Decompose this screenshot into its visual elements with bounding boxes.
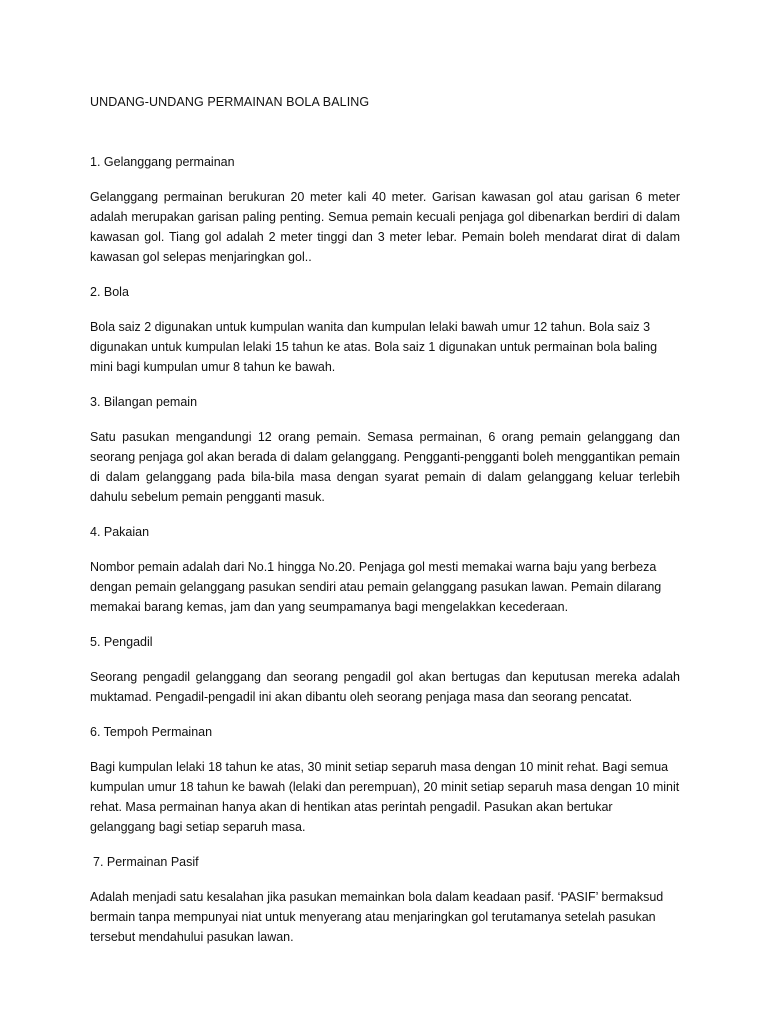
section-body: Seorang pengadil gelanggang dan seorang pengadil gol akan bertugas dan keputusan mereka adalah muktamad. Pengadil-pengadil ini akan dibantu oleh seorang penjaga masa dan seorang pencatat. — [90, 670, 680, 704]
section-bilangan-pemain — [90, 394, 680, 507]
section-heading: 4. Pakaian — [90, 525, 150, 539]
document-title: UNDANG-UNDANG PERMAINAN BOLA BALING — [90, 95, 370, 109]
section-body: Nombor pemain adalah dari No.1 hingga No.20. Penjaga gol mesti memakai warna baju yang berbeza dengan pemain gelanggang pasukan sendiri atau pemain gelanggang pasukan lawan. Pemain dilarang memakai barang kemas, jam dan yang seumpamanya bagi mengelakkan kecederaan. — [90, 560, 662, 614]
section-heading: 7. Permainan Pasif — [93, 855, 199, 869]
section-heading: 5. Pengadil — [90, 635, 153, 649]
section-heading: 6. Tempoh Permainan — [90, 725, 213, 739]
section-gelanggang — [90, 154, 680, 267]
section-pakaian — [90, 524, 680, 617]
section-heading: 3. Bilangan pemain — [90, 395, 198, 409]
document-page — [90, 94, 680, 964]
section-bola — [90, 284, 680, 377]
section-permainan-pasif — [90, 854, 680, 947]
section-body: Satu pasukan mengandungi 12 orang pemain. Semasa permainan, 6 orang pemain gelanggang dan seorang penjaga gol akan berada di dalam gelanggang. Pengganti-pengganti boleh menggantikan pemain di dalam gelanggang pada bila-bila masa dengan syarat pemain di dalam gelanggang keluar terlebih dahulu sebelum pemain pengganti masuk. — [90, 430, 680, 504]
section-pengadil — [90, 634, 680, 707]
section-body: Bagi kumpulan lelaki 18 tahun ke atas, 30 minit setiap separuh masa dengan 10 minit rehat. Bagi semua kumpulan umur 18 tahun ke bawah (lelaki dan perempuan), 20 minit setiap separuh masa dengan 10 minit rehat. Masa permainan hanya akan di hentikan atas perintah pengadil. Pasukan akan bertukar gelanggang bagi setiap separuh masa. — [90, 760, 680, 834]
section-tempoh-permainan — [90, 724, 680, 837]
section-heading: 2. Bola — [90, 285, 129, 299]
section-body: Gelanggang permainan berukuran 20 meter kali 40 meter. Garisan kawasan gol atau garisan 6 meter adalah merupakan garisan paling penting. Semua pemain kecuali penjaga gol dibenarkan berdiri di dalam kawasan gol. Tiang gol adalah 2 meter tinggi dan 3 meter lebar. Pemain boleh mendarat dirat di dalam kawasan gol selepas menjaringkan gol.. — [90, 190, 680, 264]
section-heading: 1. Gelanggang permainan — [90, 155, 235, 169]
section-body: Bola saiz 2 digunakan untuk kumpulan wanita dan kumpulan lelaki bawah umur 12 tahun. Bola saiz 3 digunakan untuk kumpulan lelaki 15 tahun ke atas. Bola saiz 1 digunakan untuk permainan bola baling mini bagi kumpulan umur 8 tahun ke bawah. — [90, 320, 658, 374]
section-body: Adalah menjadi satu kesalahan jika pasukan memainkan bola dalam keadaan pasif. ‘PASIF’ bermaksud bermain tanpa mempunyai niat untuk menyerang atau menjaringkan gol terutamanya setelah pasukan tersebut mendahului pasukan lawan. — [90, 890, 664, 944]
